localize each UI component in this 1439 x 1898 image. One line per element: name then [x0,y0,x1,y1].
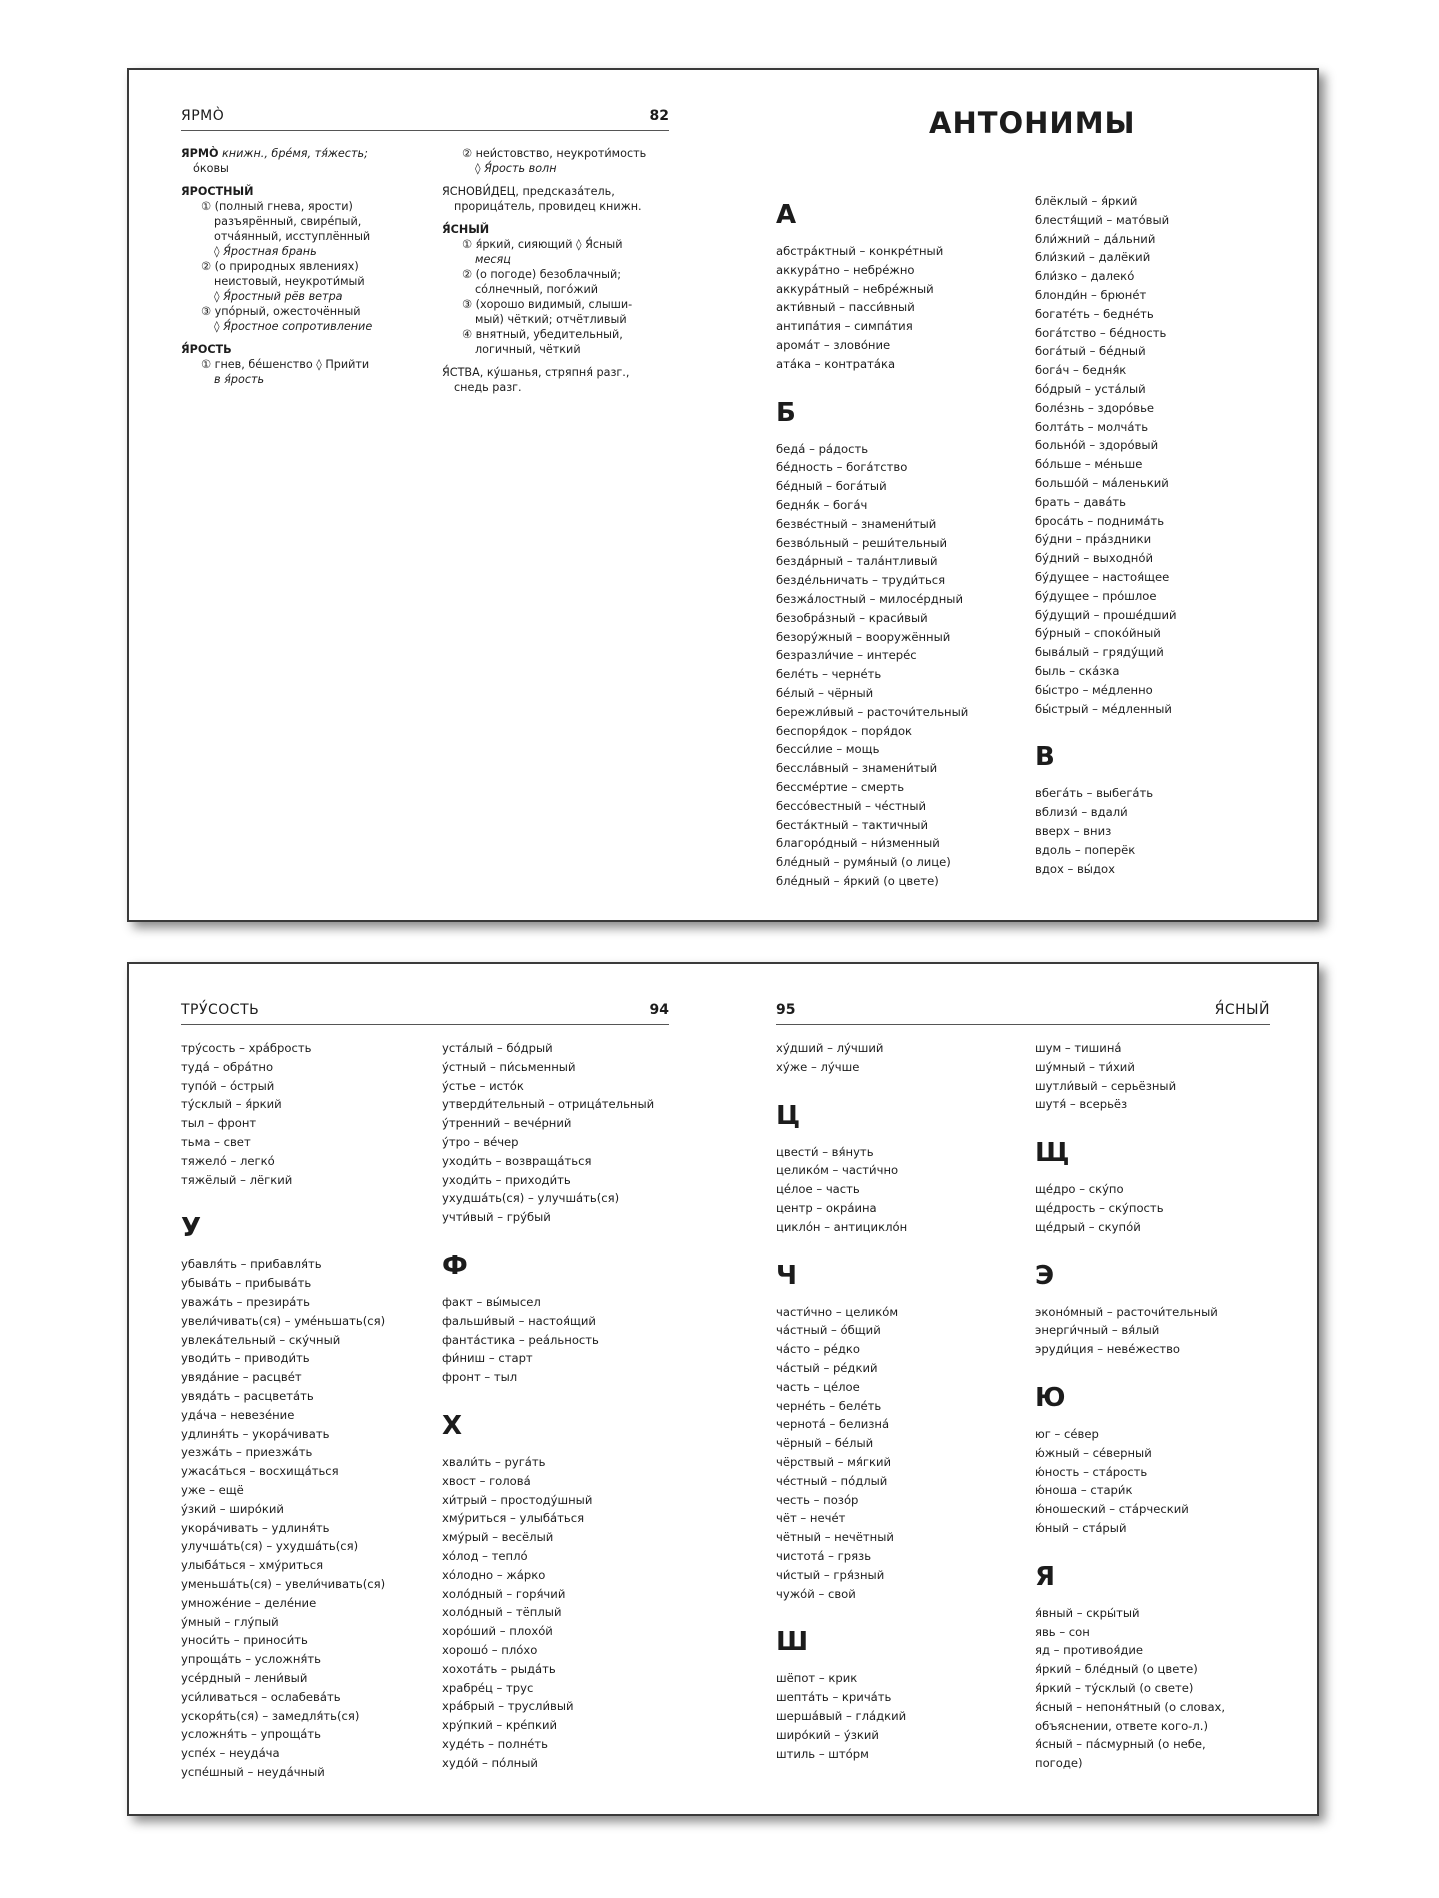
antonym-list [442,1453,682,1773]
antonym-pair: целикóм – части́чно [776,1163,899,1178]
antonym-pair: ýмный – глýпый [181,1614,279,1629]
antonym-pair: ýзкий – широ́кий [181,1501,284,1516]
antonym-pair: хрýпкий – крéпкий [442,1718,558,1733]
antonym-column-1 [181,1039,421,1782]
antonym-pair: богáтый – бéдный [1035,344,1146,359]
antonym-column-3 [776,1039,1016,1763]
antonym-pair: фальши́вый – настоя́щий [442,1313,596,1328]
antonym-pair: шершáвый – глáдкий [776,1708,907,1723]
example: ◊ Я́ростный рёв ветра [214,290,343,303]
antonym-pair: бли́зко – далекó [1035,269,1135,284]
antonym-pair: я́ркий – блéдный (о цвете) [1035,1662,1198,1677]
antonym-pair: трýсость – хрáбрость [181,1041,312,1055]
sense: ③ упóрный, ожесточённый [201,305,361,318]
antonym-pair: богатéть – беднéть [1035,306,1154,321]
antonym-pair: усéрдный – лени́вый [181,1670,308,1685]
antonym-pair: тудá – обрáтно [181,1059,274,1074]
sense: ① я́ркий, сияющий ◊ Я́сный [462,238,623,251]
sense-text: логичный, чёткий [475,343,581,356]
antonym-pair: безжáлостный – милосéрдный [776,591,964,606]
antonym-pair: вверх – вниз [1035,823,1112,838]
entry-yasnovidets: ЯСНОВИ́ДЕЦ, предсказáтель, [442,185,615,198]
antonym-pair: безвóльный – реши́тельный [776,535,948,550]
entry-text: снедь разг. [454,381,522,394]
antonym-pair: хóлод – теплó [442,1548,528,1563]
example: в я́рость [214,373,265,386]
running-head: Я́СНЫЙ [1214,1002,1270,1018]
section-title: АНТОНИМЫ [929,106,1136,140]
antonym-pair: богáтство – бéдность [1035,325,1167,340]
antonym-pair: бесси́лие – мощь [776,742,880,757]
page-number: 94 [649,1002,669,1018]
antonym-pair: чёрный – бéлый [776,1436,874,1451]
sense: ② (о погоде) безоблачный; [462,268,622,281]
antonym-pair: уноси́ть – приноси́ть [181,1633,308,1648]
antonym-pair: укорáчивать – удлиня́ть [181,1520,330,1535]
antonym-pair: хвост – головá [442,1473,531,1488]
headword: Я́РОСТЬ [181,343,232,356]
antonym-pair: штиль – штóрм [776,1746,869,1761]
antonym-pair: бестáктный – тактичный [776,817,928,832]
antonym-pair: бýдний – выходнóй [1035,551,1154,566]
antonym-pair: увели́чивать(ся) – умéньшать(ся) [181,1313,386,1328]
sense: ④ внятный, убедительный, [462,328,623,341]
antonym-pair: бросáть – поднимáть [1035,513,1165,528]
antonym-pair: ýстный – пи́сьменный [442,1059,576,1074]
antonym-list [1035,192,1275,718]
page-header-94 [181,1002,669,1025]
running-head: ЯРМÒ [181,108,225,124]
antonym-pair: бéлый – чёрный [776,685,874,700]
sense-text: неистовый, неукроти́мый [214,275,365,288]
antonym-pair: чáстый – рéдкий [776,1360,878,1375]
antonym-column-right [1035,192,1275,878]
antonym-pair: абстрáктный – конкрéтный [776,244,944,258]
antonym-pair: хýже – лýчше [776,1059,860,1074]
antonym-pair: фантáстика – реáльность [442,1332,599,1347]
antonym-pair: улучшáть(ся) – ухудшáть(ся) [181,1539,359,1554]
antonym-list [1035,1303,1285,1359]
antonym-pair: ю́жный – сéверный [1035,1445,1152,1460]
antonym-pair: хохотáть – рыдáть [442,1661,556,1676]
page-number: 95 [776,1002,796,1018]
antonym-column-left [776,200,1016,891]
section-letter: Щ [1035,1138,1070,1169]
antonym-pair: вблизи́ – вдали́ [1035,805,1128,820]
antonym-pair: чéстный – пóдлый [776,1473,888,1488]
sense: ② неи́стовство, неукроти́мость [462,147,647,160]
antonym-pair: бывáлый – грядýщий [1035,645,1164,660]
antonym-pair: ускоря́ть(ся) – замедля́ть(ся) [181,1708,360,1723]
antonym-pair: чёт – нечéт [776,1511,846,1526]
antonym-pair: бесслáвный – знамени́тый [776,761,938,776]
antonym-pair: объяснении, ответе кого-л.) [1035,1718,1208,1733]
antonym-pair: честь – позóр [776,1492,859,1507]
section-letter: А [776,200,797,230]
antonym-pair: ю́ношеский – стáрческий [1035,1502,1189,1517]
running-head: ТРУ́СОСТЬ [181,1002,260,1018]
antonym-pair: тьма – свет [181,1134,251,1149]
page-number: 82 [649,108,669,124]
antonym-pair: шутли́вый – серьёзный [1035,1078,1177,1093]
antonym-pair: шутя́ – всерьёз [1035,1097,1128,1112]
example: месяц [475,253,511,266]
antonym-pair: болтáть – молчáть [1035,419,1149,434]
antonym-list [442,1293,682,1387]
antonym-pair: бýдущий – прошéдший [1035,607,1177,622]
antonym-pair: уже – ещё [181,1482,244,1497]
antonym-pair: белéть – чернéть [776,667,882,682]
antonym-pair: чи́стый – гря́зный [776,1567,885,1582]
antonym-pair: увядáть – расцветáть [181,1388,314,1403]
example: ◊ Я́ростное сопротивление [214,320,373,333]
antonym-pair: увлекáтельный – скýчный [181,1332,341,1347]
antonym-list [181,1255,421,1781]
antonym-pair: цвести́ – вя́нуть [776,1144,874,1159]
antonym-pair: блестя́щий – матóвый [1035,212,1170,227]
antonym-pair: безорýжный – вооружённый [776,629,951,644]
sense-text: мый) чёткий; отчётливый [475,313,627,326]
antonym-pair: чистотá – грязь [776,1548,872,1563]
antonym-pair: быль – скáзка [1035,663,1120,678]
antonym-pair: большóй – мáленький [1035,475,1169,490]
antonym-pair: бедá – рáдость [776,441,869,456]
antonym-pair: циклóн – антициклóн [776,1219,908,1234]
antonym-list [776,1303,1016,1604]
antonym-pair: блéдный – я́ркий (о цвете) [776,873,939,888]
section-letter: Я [1035,1561,1056,1592]
antonym-pair: ухудшáть(ся) – улучшáть(ся) [442,1191,620,1206]
antonym-pair: эруди́ция – невéжество [1035,1342,1181,1357]
antonym-pair: хрáбрый – трусли́вый [442,1699,574,1714]
section-letter: Ц [776,1100,801,1131]
antonym-pair: шептáть – кричáть [776,1690,892,1705]
antonym-pair: благорóдный – ни́зменный [776,836,940,851]
antonym-pair: безвéстный – знамени́тый [776,516,937,531]
antonym-pair: бóдрый – устáлый [1035,381,1146,396]
antonym-pair: акти́вный – пасси́вный [776,300,915,315]
antonym-pair: бли́жний – дáльний [1035,231,1156,246]
antonym-pair: ю́ность – стáрость [1035,1464,1148,1479]
antonym-pair: бýдущее – настоя́щее [1035,569,1170,584]
sense-text: разъярённый, свирéпый, [214,215,362,228]
antonym-pair: бéдность – богáтство [776,460,908,475]
section-letter: Ч [776,1260,798,1291]
antonym-pair: аккурáтно – небрéжно [776,262,915,277]
antonym-pair: бездáрный – талáнтливый [776,554,938,569]
antonym-list [776,440,1016,891]
antonym-pair: фи́ниш – старт [442,1351,533,1366]
antonym-pair: яд – противоя́дие [1035,1643,1144,1658]
antonym-pair: вдох – вы́дох [1035,861,1115,876]
page-header-82 [181,108,669,131]
antonym-pair: уводи́ть – приводи́ть [181,1351,310,1366]
antonym-pair: щéдрость – скýпость [1035,1200,1164,1215]
antonym-pair: хи́трый – простодýшный [442,1492,593,1507]
antonym-pair: чужóй – свой [776,1586,856,1601]
antonym-pair: энерги́чный – вя́лый [1035,1323,1160,1338]
antonym-pair: хорóший – плохóй [442,1624,553,1639]
antonym-pair: чёрствый – мя́гкий [776,1454,892,1469]
antonym-pair: вдоль – поперёк [1035,842,1136,857]
sense-text: сóлнечный, погóжий [475,283,598,296]
antonym-pair: фронт – тыл [442,1370,518,1385]
antonym-pair: холóдный – тёплый [442,1605,562,1620]
antonym-pair: удлиня́ть – укорáчивать [181,1426,330,1441]
antonym-pair: богáч – бедня́к [1035,363,1127,378]
antonym-pair: я́ркий – тýсклый (о свете) [1035,1680,1194,1695]
antonym-pair: части́чно – целикóм [776,1304,899,1319]
antonym-pair: бýрный – спокóйный [1035,626,1161,641]
antonym-pair: устáлый – бóдрый [442,1041,553,1055]
example: ◊ Я́ростная брань [214,245,317,258]
antonym-pair: тупóй – óстрый [181,1078,275,1093]
antonym-pair: уходи́ть – возвращáться [442,1153,592,1168]
antonym-list [1035,1425,1285,1538]
antonym-pair: блонди́н – брюнéт [1035,287,1147,302]
antonym-pair: чётный – нечётный [776,1530,894,1545]
antonym-pair: тыл – фронт [181,1116,257,1131]
antonym-pair: шёпот – крик [776,1671,858,1686]
antonym-pair: тяжёлый – лёгкий [181,1172,293,1187]
antonym-pair: бóльше – мéньше [1035,457,1143,472]
antonym-pair: чернотá – белизнá [776,1417,890,1432]
antonym-pair: щéдрый – скупóй [1035,1219,1141,1234]
antonym-pair: брать – давáть [1035,494,1127,509]
antonym-pair: увядáние – расцвéт [181,1370,302,1385]
section-letter: Ш [776,1627,809,1658]
antonym-pair: ýтро – вéчер [442,1134,519,1149]
antonym-list [776,1669,1016,1763]
antonym-list [1035,784,1275,878]
antonym-pair: ýстье – истóк [442,1078,524,1093]
entry-yastva: Я́СТВА, кýшанья, стряпня́ разг., [442,366,630,379]
antonym-pair: явь – сон [1035,1624,1090,1639]
section-letter: В [1035,742,1055,773]
antonym-pair: успéшный – неудáчный [181,1764,325,1779]
antonym-pair: бы́стро – мéдленно [1035,682,1153,697]
antonym-pair: ю́ноша – стари́к [1035,1483,1133,1498]
antonym-pair: блёклый – я́ркий [1035,194,1138,208]
antonym-pair: улыбáться – хмýриться [181,1558,324,1573]
antonym-pair: уси́ливаться – ослабевáть [181,1689,341,1704]
antonym-list [776,1039,1016,1077]
antonym-pair: болéзнь – здорóвье [1035,400,1155,415]
antonym-pair: атáка – контратáка [776,356,896,371]
antonym-pair: ужасáться – восхищáться [181,1464,339,1479]
antonym-pair: уважáть – презирáть [181,1294,310,1309]
antonym-pair: больнóй – здорóвый [1035,438,1159,453]
section-letter: Ю [1035,1382,1066,1413]
antonym-pair: бессмéртие – смерть [776,779,905,794]
antonym-pair: безде́льничать – труди́ться [776,573,946,588]
antonym-pair: центр – окрáина [776,1200,877,1215]
antonym-pair: беспоря́док – поря́док [776,723,913,738]
page-header-95 [776,1002,1270,1025]
antonym-list [1035,1180,1285,1236]
antonym-pair: уменьшáть(ся) – увели́чивать(ся) [181,1576,386,1591]
sense-text: отчáянный, исступлённый [214,230,371,243]
entry-text: прорицáтель, провидец книжн. [454,200,642,213]
antonym-pair: я́сный – пáсмурный (о небе, [1035,1737,1206,1752]
antonym-pair: хмýрый – весёлый [442,1530,554,1545]
antonym-pair: бережли́вый – расточи́тельный [776,704,969,719]
headword: Я́СНЫЙ [442,223,490,236]
antonym-pair: бéдный – богáтый [776,479,887,494]
antonym-pair: хвали́ть – ругáть [442,1454,546,1469]
antonym-pair: шýмный – ти́хий [1035,1059,1135,1074]
section-letter: У [181,1213,202,1244]
antonym-pair: успéх – неудáча [181,1746,280,1761]
antonym-pair: бли́зкий – далёкий [1035,250,1151,265]
antonym-pair: блéдный – румя́ный (о лице) [776,855,951,870]
antonym-pair: тяжелó – легкó [181,1153,275,1168]
sense: ① (полный гнева, ярости) [201,200,353,213]
example: ◊ Я́рость волн [475,162,557,175]
antonym-pair: юг – сéвер [1035,1426,1099,1441]
sense: ① гнев, бéшенство ◊ Прийти [201,358,370,371]
antonym-pair: бедня́к – богáч [776,497,868,512]
antonym-pair: я́вный – скры́тый [1035,1605,1140,1620]
antonym-pair: бýдни – прáздники [1035,532,1152,547]
antonym-list [442,1039,682,1227]
sense: ② (о природных явлениях) [201,260,359,273]
antonym-pair: бы́стрый – мéдленный [1035,701,1172,716]
antonym-pair: хýдший – лýчший [776,1041,884,1055]
antonym-list [181,1039,421,1189]
antonym-list [776,1143,1016,1237]
antonym-pair: уходи́ть – приходи́ть [442,1172,571,1187]
antonym-pair: храбрéц – трус [442,1680,534,1695]
antonym-pair: аккурáтный – небрéжный [776,281,934,296]
antonym-pair: упрощáть – усложня́ть [181,1652,321,1667]
antonym-pair: безобрáзный – краси́вый [776,610,928,625]
antonym-pair: умножéние – делéние [181,1595,317,1610]
antonym-pair: часть – цéлое [776,1379,860,1394]
antonym-pair: убавля́ть – прибавля́ть [181,1257,322,1272]
section-letter: Б [776,397,796,428]
antonym-pair: удáча – невезéние [181,1407,295,1422]
antonym-pair: ýтренний – вечéрний [442,1116,572,1131]
antonym-pair: безразли́чие – интерéс [776,648,917,663]
antonym-column-2 [442,1039,682,1773]
antonym-pair: ю́ный – стáрый [1035,1520,1127,1535]
antonym-pair: щéдро – скýпо [1035,1182,1124,1197]
antonym-pair: бýдущее – прóшлое [1035,588,1157,603]
antonym-pair: чáсто – рéдко [776,1342,860,1357]
antonym-pair: убывáть – прибывáть [181,1276,312,1291]
antonym-pair: бессóвестный – чéстный [776,798,927,813]
section-letter: Ф [442,1250,468,1281]
antonym-pair: вбегáть – выбегáть [1035,786,1154,801]
antonym-pair: я́сный – непоня́тный (о словах, [1035,1699,1226,1714]
antonym-list [776,242,1016,374]
antonym-pair: чернéть – белéть [776,1398,882,1413]
antonym-pair: хмýриться – улыбáться [442,1511,585,1526]
entry-yarmo: ЯРМÒ книжн., брéмя, тя́жесть; [181,147,368,160]
antonym-pair: хорошó – плóхо [442,1642,538,1657]
antonym-list [1035,1039,1285,1114]
antonym-pair: погоде) [1035,1756,1083,1771]
entry-text: óковы [193,162,229,175]
antonym-column-4 [1035,1039,1285,1773]
antonym-pair: хóлодно – жáрко [442,1567,546,1582]
section-letter: Х [442,1410,463,1441]
antonym-pair: холóдный – горя́чий [442,1586,566,1601]
antonym-pair: худóй – пóлный [442,1755,538,1770]
antonym-pair: цéлое – часть [776,1182,860,1197]
antonym-pair: утверди́тельный – отрицáтельный [442,1097,655,1112]
dictionary-column-2 [442,146,682,395]
antonym-pair: эконóмный – расточи́тельный [1035,1304,1218,1319]
section-letter: Э [1035,1260,1055,1291]
antonym-pair: тýсклый – я́ркий [181,1097,282,1112]
antonym-pair: уезжáть – приезжáть [181,1445,313,1460]
antonym-pair: факт – вы́мысел [442,1294,541,1309]
antonym-pair: шум – тишинá [1035,1041,1122,1055]
antonym-list [1035,1604,1285,1773]
book-spread-top [127,68,1319,922]
headword: ЯРОСТНЫЙ [181,185,254,198]
antonym-pair: худéть – полнéть [442,1736,549,1751]
antonym-pair: антипáтия – симпáтия [776,319,913,334]
sense: ③ (хорошо видимый, слыши- [462,298,633,311]
book-spread-bottom [127,962,1319,1816]
antonym-pair: чáстный – óбщий [776,1323,881,1338]
antonym-pair: широ́кий – ýзкий [776,1727,879,1742]
antonym-pair: усложня́ть – упрощáть [181,1727,321,1742]
dictionary-column-1 [181,146,421,387]
antonym-pair: аромáт – злово́ние [776,337,891,352]
antonym-pair: учти́вый – грýбый [442,1210,551,1225]
